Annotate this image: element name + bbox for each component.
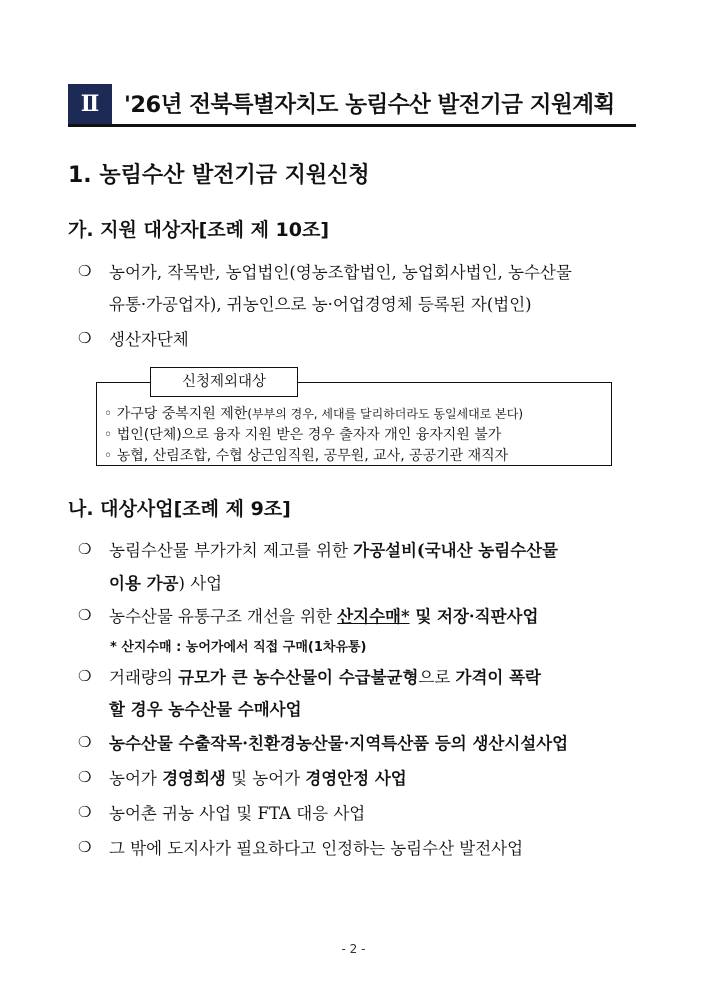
project-item-3-bold3: 가격이 폭락 bbox=[455, 668, 541, 687]
project-item-3-text: 거래량의 bbox=[109, 668, 179, 687]
exclusion-line-1-main: ◦ 가구당 중복지원 제한 bbox=[104, 406, 248, 422]
project-item-1-tail: ) 사업 bbox=[178, 574, 223, 593]
chapter-underline bbox=[68, 124, 636, 127]
subsection-na-title: 나. 대상사업[조례 제 9조] bbox=[68, 498, 291, 520]
project-item-4: 농수산물 수출작목·친환경농산물·지역특산품 등의 생산시설사업 bbox=[109, 734, 569, 753]
chapter-header bbox=[68, 84, 636, 124]
project-item-2-text: 농수산물 유통구조 개선을 위한 bbox=[109, 607, 338, 626]
project-item-2 bbox=[109, 603, 538, 627]
project-item-2-underlined: 산지수매* bbox=[337, 607, 410, 626]
project-item-3-mid: 으로 bbox=[418, 668, 456, 687]
exclusion-line-3: ◦ 농협, 산림조합, 수협 상근임직원, 공무원, 교사, 공공기관 재직자 bbox=[104, 448, 509, 464]
bullet-icon: ❍ bbox=[78, 540, 92, 558]
project-item-3-bold2: 수급불균형 bbox=[338, 668, 419, 687]
eligibility-item-1-line1: 농어가, 작목반, 농업법인(영농조합법인, 농업회사법인, 농수산물 bbox=[109, 263, 572, 282]
project-item-5-text: 농어가 bbox=[109, 769, 163, 788]
bullet-icon: ❍ bbox=[78, 262, 92, 280]
subsection-ga-title: 가. 지원 대상자[조례 제 10조] bbox=[68, 219, 330, 241]
eligibility-item-1-line2: 유통·가공업자), 귀농인으로 농·어업경영체 등록된 자(법인) bbox=[109, 295, 532, 314]
eligibility-item-2: 생산자단체 bbox=[109, 330, 189, 349]
project-item-2-note: * 산지수매 : 농어가에서 직접 구매(1차유통) bbox=[110, 640, 367, 655]
exclusion-line-2: ◦ 법인(단체)으로 융자 지원 받은 경우 출자자 개인 융자지원 불가 bbox=[104, 427, 502, 443]
page-number: - 2 - bbox=[341, 942, 366, 956]
project-item-1-line2 bbox=[109, 570, 222, 594]
project-item-7: 그 밖에 도지사가 필요하다고 인정하는 농림수산 발전사업 bbox=[109, 839, 524, 858]
project-item-6: 농어촌 귀농 사업 및 FTA 대응 사업 bbox=[109, 804, 366, 823]
project-item-1-bold2: 이용 가공 bbox=[109, 574, 179, 593]
project-item-1-text: 농림수산물 부가가치 제고를 위한 bbox=[109, 541, 354, 560]
project-item-5 bbox=[109, 765, 407, 789]
project-item-3-bold1: 규모가 큰 농수산물이 bbox=[178, 668, 339, 687]
exclusion-label: 신청제외대상 bbox=[150, 367, 298, 397]
bullet-icon: ❍ bbox=[78, 803, 92, 821]
section-title: 1. 농림수산 발전기금 지원신청 bbox=[68, 163, 370, 188]
chapter-title: '26년 전북특별자치도 농림수산 발전기금 지원계획 bbox=[124, 92, 615, 118]
bullet-icon: ❍ bbox=[78, 733, 92, 751]
project-item-5-bold2: 경영안정 사업 bbox=[305, 769, 407, 788]
bullet-icon: ❍ bbox=[78, 606, 92, 624]
project-item-3-line1 bbox=[109, 664, 541, 688]
project-item-5-bold1: 경영회생 bbox=[162, 769, 226, 788]
chapter-number: Ⅱ bbox=[68, 84, 112, 124]
bullet-icon: ❍ bbox=[78, 838, 92, 856]
exclusion-line-1 bbox=[104, 403, 523, 423]
project-item-3-line2: 할 경우 농수산물 수매사업 bbox=[109, 700, 302, 719]
exclusion-line-1-note: (부부의 경우, 세대를 달리하더라도 동일세대로 본다) bbox=[247, 407, 524, 421]
bullet-icon: ❍ bbox=[78, 667, 92, 685]
bullet-icon: ❍ bbox=[78, 329, 92, 347]
project-item-5-mid: 및 농어가 bbox=[225, 769, 306, 788]
project-item-1-bold: 가공설비(국내산 농림수산물 bbox=[353, 541, 558, 560]
bullet-icon: ❍ bbox=[78, 768, 92, 786]
project-item-1-line1 bbox=[109, 537, 558, 561]
project-item-2-bold: 및 저장·직판사업 bbox=[409, 607, 539, 626]
